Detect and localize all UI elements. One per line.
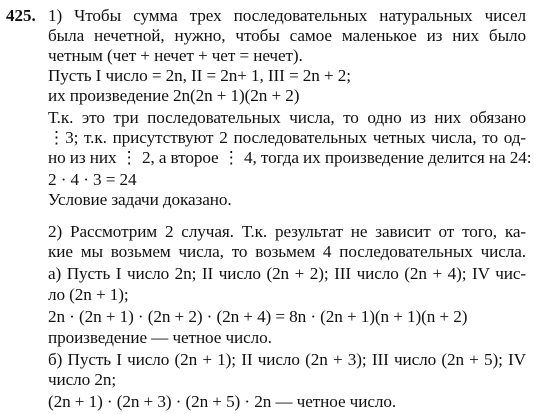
text-line-8: но из них ⋮ 2, а второе ⋮ 4, тогда их произведение делится на 24: (48, 148, 532, 167)
text-line-16: произведение — четное число. (48, 328, 272, 347)
text-line-19: (2n + 1) · (2n + 3) · (2n + 5) · 2n — четное число. (48, 392, 397, 411)
text-line-14: ло (2n + 1); (48, 285, 129, 304)
problem-number: 425. (6, 6, 36, 25)
text-line-4: Пусть I число = 2n, II = 2n+ 1, III = 2n + 2; (48, 66, 351, 85)
text-line-15: 2n · (2n + 1) · (2n + 2) · (2n + 4) = 8n · (2n + 1)(n + 1)(n + 2) (48, 307, 468, 326)
text-line-12: кие мы возьмем числа, то возьмем 4 последовательных числа. (48, 242, 526, 261)
text-line-9: 2 · 4 · 3 = 24 (48, 170, 137, 189)
text-line-18: число 2n; (48, 370, 117, 389)
text-line-3: четным (чет + нечет + чет = нечет). (48, 46, 303, 65)
text-line-11: 2) Рассмотрим 2 случая. Т.к. результат не зависит от того, ка- (48, 222, 526, 241)
text-line-10: Условие задачи доказано. (48, 190, 232, 209)
text-line-13: а) Пусть I число 2n; II число (2n + 2); III число (2n + 4); IV чис- (48, 264, 526, 283)
text-line-6: Т.к. это три последовательных числа, то одно из них обязано (48, 108, 526, 127)
text-line-5: их произведение 2n(2n + 1)(2n + 2) (48, 86, 300, 105)
text-line-2: была нечетной, нужно, чтобы самое маленькое из них было (48, 26, 526, 45)
text-line-7: ⋮3; т.к. присутствуют 2 последовательных четных числа, то од- (48, 128, 526, 147)
text-line-17: б) Пусть I число (2n + 1); II число (2n + 3); III число (2n + 5); IV (48, 350, 526, 369)
text-line-1: 1) Чтобы сумма трех последовательных натуральных чисел (48, 6, 526, 25)
